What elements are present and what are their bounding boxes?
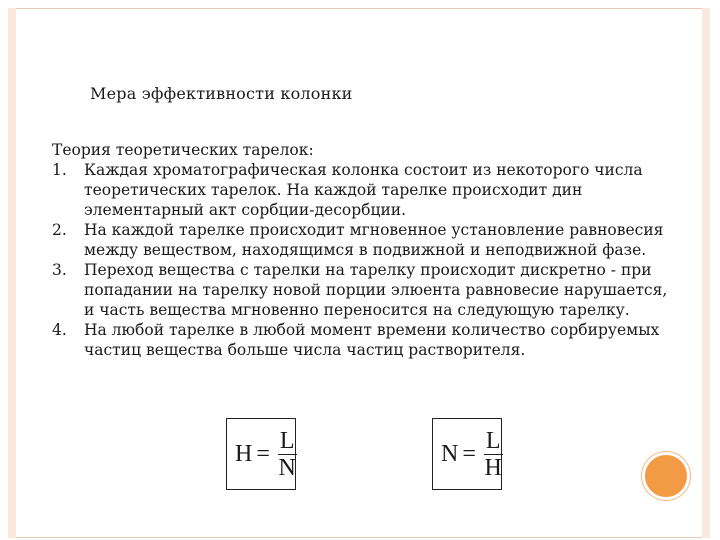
list-item-line: На каждой тарелке происходит мгновенное установление равновесия <box>84 221 664 239</box>
list-item-number: 2. <box>52 221 67 239</box>
formula-fraction <box>484 428 503 481</box>
formula-denominator: H <box>484 454 502 481</box>
list-item-line: Переход вещества с тарелки на тарелку происходит дискретно - при <box>84 261 652 279</box>
theory-list <box>52 160 702 360</box>
list-item-number: 4. <box>52 321 67 339</box>
left-decor-rail <box>8 8 16 538</box>
slide-title: Мера эффективности колонки <box>90 84 353 103</box>
list-item-line: теоретических тарелок. На каждой тарелке происходит дин <box>84 181 583 199</box>
formula-lhs: H <box>235 440 253 467</box>
list-item-line: На любой тарелке в любой момент времени количество сорбируемых <box>84 321 660 339</box>
formula-lhs: N <box>441 440 459 467</box>
list-item-line: Каждая хроматографическая колонка состоит из некоторого числа <box>84 161 643 179</box>
formula-plate-height <box>226 418 296 490</box>
list-item-line: и часть вещества мгновенно переносится на следующую тарелку. <box>84 301 630 319</box>
list-item-line: между веществом, находящимся в подвижной и неподвижной фазе. <box>84 241 647 259</box>
formula-plate-count <box>432 418 502 490</box>
list-item-line: попадании на тарелку новой порции элюента равновесие нарушается, <box>84 281 668 299</box>
list-item <box>52 220 702 260</box>
formula-numerator: L <box>485 427 501 454</box>
formula-numerator: L <box>279 427 295 454</box>
list-item <box>52 320 702 360</box>
theory-block <box>52 140 702 360</box>
formula-equals: = <box>256 440 270 467</box>
list-item-line: элементарный акт сорбции-десорбции. <box>84 201 407 219</box>
formula-equals: = <box>462 440 476 467</box>
list-item <box>52 260 702 320</box>
right-decor-rail <box>702 8 710 538</box>
list-item-number: 1. <box>52 161 67 179</box>
theory-heading: Теория теоретических тарелок: <box>52 141 314 159</box>
list-item-line: частиц вещества больше числа частиц растворителя. <box>84 341 526 359</box>
formula-fraction <box>278 428 297 481</box>
decorative-circle <box>642 452 690 500</box>
list-item-number: 3. <box>52 261 67 279</box>
list-item <box>52 160 702 220</box>
formula-denominator: N <box>278 454 296 481</box>
